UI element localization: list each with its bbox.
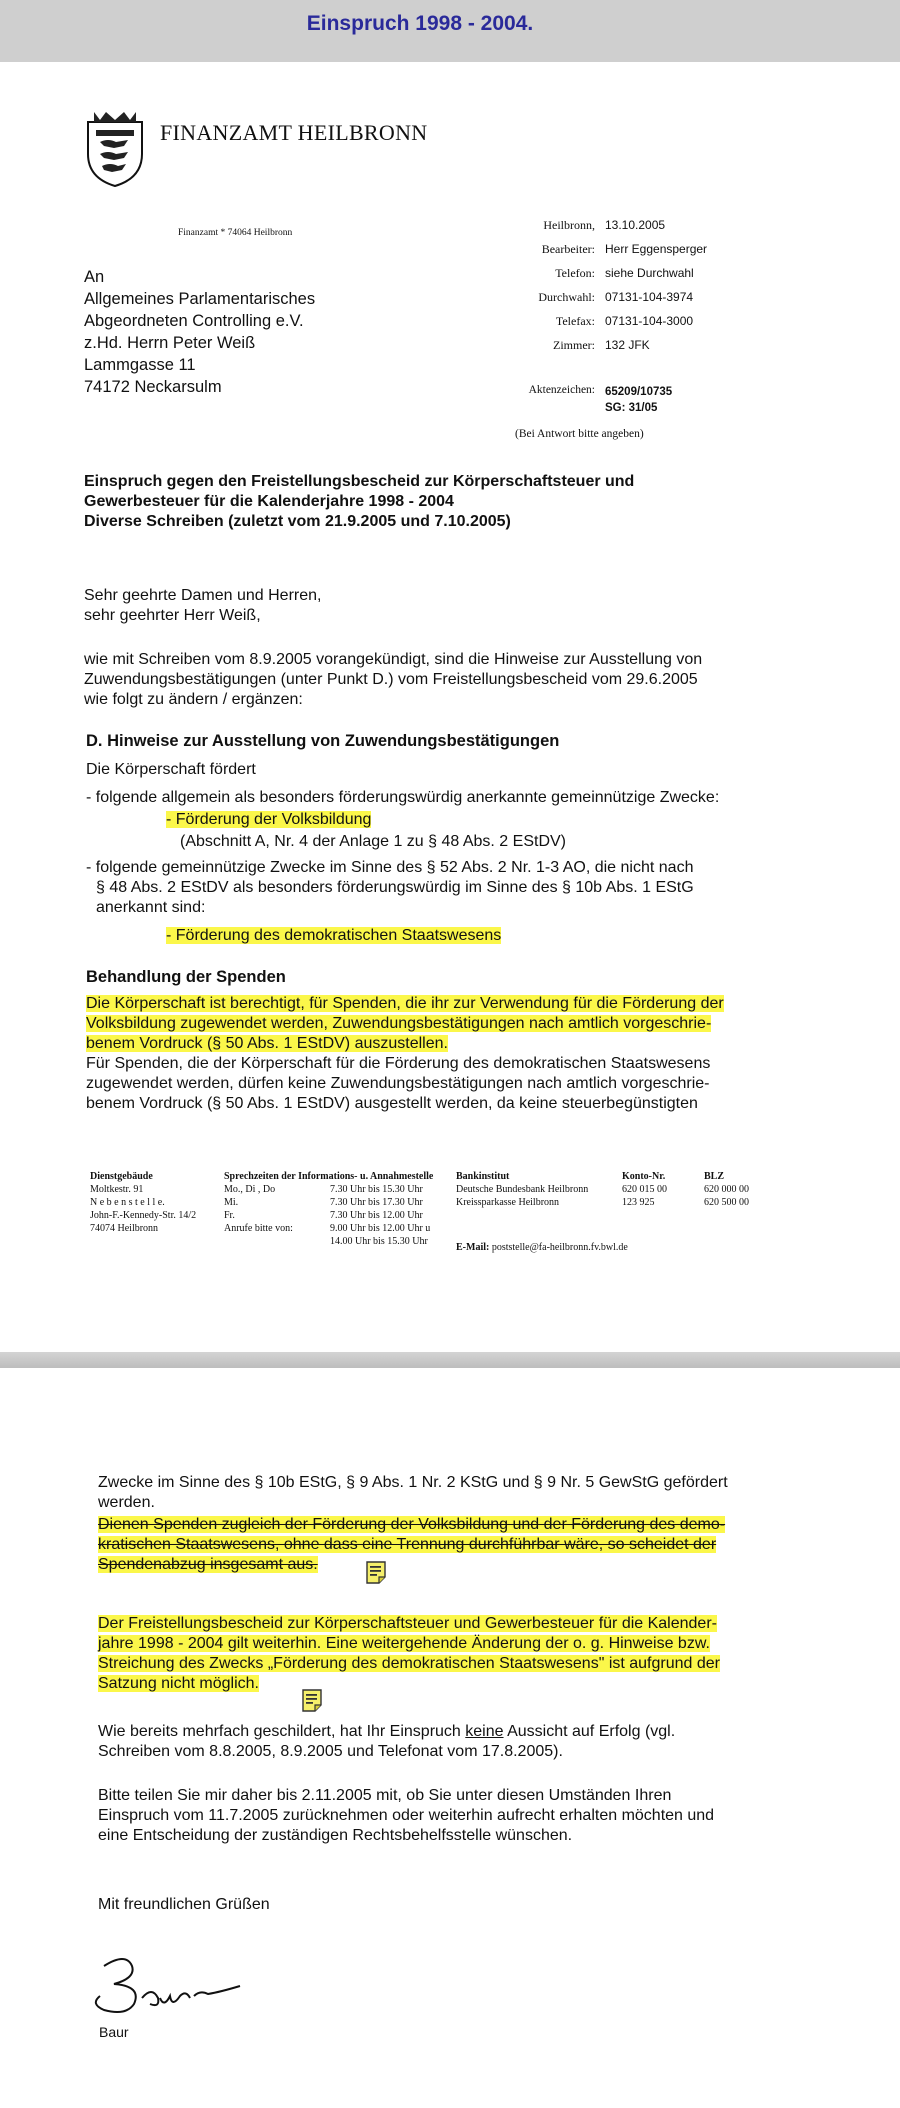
footer-cell: 9.00 Uhr bis 12.00 Uhr u [330, 1223, 431, 1234]
address-line: An [84, 268, 105, 286]
spenden-paragraph [86, 994, 724, 1114]
meta-key: Zimmer: [553, 338, 595, 352]
meta-row [470, 314, 707, 338]
office-name: FINANZAMT HEILBRONN [160, 120, 428, 145]
footer-cell: Deutsche Bundesbank Heilbronn [456, 1184, 589, 1195]
footer-table [90, 1170, 755, 1254]
reply-note: (Bei Antwort bitte angeben) [515, 428, 644, 440]
highlighted-purpose: - Förderung des demokratischen Staatswesens [166, 927, 502, 944]
salutation [84, 586, 321, 626]
address-line: Allgemeines Parlamentarisches [84, 290, 316, 308]
section-d-heading: D. Hinweise zur Ausstellung von Zuwendungsbestätigungen [86, 732, 560, 750]
footer-cell: Kreissparkasse Heilbronn [456, 1197, 560, 1208]
validity-paragraph [98, 1614, 720, 1694]
footer-cell: Fr. [224, 1210, 235, 1221]
text-line: (Abschnitt A, Nr. 4 der Anlage 1 zu § 48 Abs. 2 EStDV) [180, 833, 566, 850]
text-line: wie folgt zu ändern / ergänzen: [84, 691, 303, 708]
footer-cell: 7.30 Uhr bis 17.30 Uhr [330, 1197, 423, 1208]
recipient-address [84, 266, 315, 398]
text-line: Zwecke im Sinne des § 10b EStG, § 9 Abs. 1 Nr. 2 KStG und § 9 Nr. 5 GewStG gefördert [98, 1474, 728, 1491]
letter-footer [90, 1170, 755, 1254]
footer-cell: 14.00 Uhr bis 15.30 Uhr [330, 1236, 428, 1247]
email-label: E-Mail: [456, 1242, 490, 1253]
footer-header: Sprechzeiten der Informations- u. Annahmestelle [224, 1171, 434, 1182]
footer-row [90, 1222, 755, 1235]
footer-row [90, 1209, 755, 1222]
struck-line: kratischen Staatswesens, ohne dass eine Trennung durchführbar wäre, so scheidet der [98, 1536, 717, 1553]
text-line: Für Spenden, die der Körperschaft für die Förderung des demokratischen Staatswesens [86, 1055, 711, 1072]
meta-row [470, 266, 707, 290]
text-line: § 48 Abs. 2 EStDV als besonders förderungswürdig im Sinne des § 10b Abs. 1 EStG [96, 879, 694, 896]
signature [90, 1952, 250, 2022]
highlighted-line: Satzung nicht möglich. [98, 1675, 259, 1692]
meta-value: 13.10.2005 [605, 218, 666, 232]
footer-header: BLZ [704, 1171, 725, 1182]
underlined-word: keine [465, 1723, 504, 1740]
highlighted-line: Die Körperschaft ist berechtigt, für Spenden, die ihr zur Verwendung für die Förderung der [86, 995, 724, 1012]
footer-cell: John-F.-Kennedy-Str. 14/2 [90, 1210, 197, 1221]
text-line: anerkannt sind: [96, 899, 206, 916]
text-line: werden. [98, 1494, 155, 1511]
footer-header: Dienstgebäude [90, 1171, 153, 1182]
footer-cell: 7.30 Uhr bis 15.30 Uhr [330, 1184, 423, 1195]
text-line: Einspruch vom 11.7.2005 zurücknehmen oder weiterhin aufrecht erhalten möchten und [98, 1807, 715, 1824]
highlighted-line: jahre 1998 - 2004 gilt weiterhin. Eine weitergehende Änderung der o. g. Hinweise bzw. [98, 1635, 710, 1652]
coat-of-arms-icon [84, 108, 146, 188]
text-line: Die Körperschaft fördert [86, 761, 256, 778]
text-line: - folgende allgemein als besonders förderungswürdig anerkannte gemeinnützige Zwecke: [86, 789, 720, 806]
meta-key: Heilbronn, [543, 218, 595, 232]
footer-cell: 7.30 Uhr bis 12.00 Uhr [330, 1210, 423, 1221]
sg-value: SG: 31/05 [605, 402, 658, 414]
meta-row [470, 338, 707, 362]
meta-key: Telefax: [555, 314, 595, 328]
page-separator [0, 1352, 900, 1368]
highlighted-line: Streichung des Zwecks „Förderung des demokratischen Staatswesens" ist aufgrund der [98, 1655, 720, 1672]
footer-cell: N e b e n s t e l l e. [90, 1197, 165, 1208]
footer-cell: 620 015 00 [622, 1184, 667, 1195]
title-bar [0, 0, 900, 62]
aktenzeichen [470, 384, 672, 416]
meta-value: 07131-104-3000 [605, 314, 694, 328]
address-line: 74172 Neckarsulm [84, 378, 222, 396]
intro-paragraph [84, 650, 702, 710]
footer-header: Bankinstitut [456, 1171, 510, 1182]
meta-row [470, 290, 707, 314]
footer-cell: Moltkestr. 91 [90, 1184, 144, 1195]
text-line: Zuwendungsbestätigungen (unter Punkt D.) vom Freistellungsbescheid vom 29.6.2005 [84, 671, 698, 688]
footer-cell: 620 500 00 [704, 1197, 749, 1208]
page-2 [0, 1368, 900, 2108]
text-line: benem Vordruck (§ 50 Abs. 1 EStDV) ausgestellt werden, da keine steuerbegünstigten [86, 1095, 698, 1112]
footer-cell: 74074 Heilbronn [90, 1223, 159, 1234]
aktenzeichen-value: 65209/10735 [605, 386, 673, 398]
meta-row [470, 218, 707, 242]
meta-key: Telefon: [555, 266, 595, 280]
closing: Mit freundlichen Grüßen [98, 1896, 270, 1913]
subject-line: Gewerbesteuer für die Kalenderjahre 1998 - 2004 [84, 493, 454, 510]
address-line: Lammgasse 11 [84, 356, 196, 374]
request-paragraph [98, 1786, 714, 1846]
footer-cell: Anrufe bitte von: [224, 1223, 293, 1234]
meta-key: Durchwahl: [538, 290, 595, 304]
footer-cell: Mi. [224, 1197, 239, 1208]
subject-line: Einspruch gegen den Freistellungsbescheid zur Körperschaftsteuer und [84, 473, 635, 490]
spenden-heading: Behandlung der Spenden [86, 968, 286, 986]
meta-value: 132 JFK [605, 338, 650, 352]
struck-line: Dienen Spenden zugleich der Förderung der Volksbildung und der Förderung des demo- [98, 1516, 726, 1533]
struck-paragraph [98, 1515, 725, 1575]
meta-value: siehe Durchwahl [605, 266, 694, 280]
page-1 [0, 62, 900, 1352]
section-d-paragraph [86, 858, 694, 918]
footer-row [90, 1235, 755, 1254]
text-line: eine Entscheidung der zuständigen Rechtsbehelfsstelle wünschen. [98, 1827, 573, 1844]
footer-header: Konto-Nr. [622, 1171, 666, 1182]
footer-cell: 123 925 [622, 1197, 655, 1208]
note-icon[interactable] [364, 1560, 388, 1584]
signer-name: Baur [99, 2024, 129, 2040]
text-line: Bitte teilen Sie mir daher bis 2.11.2005 mit, ob Sie unter diesen Umständen Ihren [98, 1787, 672, 1804]
continuation-paragraph [98, 1473, 728, 1513]
highlighted-line: Der Freistellungsbescheid zur Körperschaftsteuer und Gewerbesteuer für die Kalender- [98, 1615, 717, 1632]
footer-row [90, 1196, 755, 1209]
highlighted-line: benem Vordruck (§ 50 Abs. 1 EStDV) auszustellen. [86, 1035, 448, 1052]
footer-header-row [90, 1170, 755, 1183]
address-line: z.Hd. Herrn Peter Weiß [84, 334, 256, 352]
einspruch-paragraph: Wie bereits mehrfach geschildert, hat Ihr Einspruch keine Aussicht auf Erfolg (vgl. Schreiben vom 8.8.2005, 8.9.2005 und Telefonat vom 17.8.2005). [98, 1723, 676, 1760]
salutation-line: Sehr geehrte Damen und Herren, [84, 587, 322, 604]
footer-cell: 620 000 00 [704, 1184, 749, 1195]
footer-row [90, 1183, 755, 1196]
meta-value: 07131-104-3974 [605, 290, 694, 304]
text-line: Schreiben vom 8.8.2005, 8.9.2005 und Telefonat vom 17.8.2005). [98, 1743, 563, 1760]
subject [84, 472, 634, 532]
highlighted-purpose: - Förderung der Volksbildung [166, 811, 372, 828]
meta-value: Herr Eggensperger [605, 242, 708, 256]
address-line: Abgeordneten Controlling e.V. [84, 312, 304, 330]
highlighted-line: Volksbildung zugewendet werden, Zuwendungsbestätigungen nach amtlich vorgeschrie- [86, 1015, 712, 1032]
subject-line: Diverse Schreiben (zuletzt vom 21.9.2005 und 7.10.2005) [84, 513, 511, 530]
document-title: Einspruch 1998 - 2004. [306, 12, 534, 35]
aktenzeichen-label: Aktenzeichen: [528, 384, 595, 396]
meta-key: Bearbeiter: [541, 242, 595, 256]
note-icon[interactable] [300, 1688, 324, 1712]
email-address: poststelle@fa-heilbronn.fv.bwl.de [491, 1242, 628, 1253]
text-line: - folgende gemeinnützige Zwecke im Sinne des § 52 Abs. 2 Nr. 1-3 AO, die nicht nach [86, 859, 694, 876]
text-line: zugewendet werden, dürfen keine Zuwendungsbestätigungen nach amtlich vorgeschrie- [86, 1075, 710, 1092]
struck-line: Spendenabzug insgesamt aus. [98, 1556, 318, 1573]
text-line: wie mit Schreiben vom 8.9.2005 vorangekündigt, sind die Hinweise zur Ausstellung von [84, 651, 703, 668]
letter-meta [470, 218, 707, 362]
meta-row [470, 242, 707, 266]
sender-line: Finanzamt * 74064 Heilbronn [178, 228, 293, 238]
footer-cell: Mo., Di , Do [224, 1184, 276, 1195]
salutation-line: sehr geehrter Herr Weiß, [84, 607, 261, 624]
